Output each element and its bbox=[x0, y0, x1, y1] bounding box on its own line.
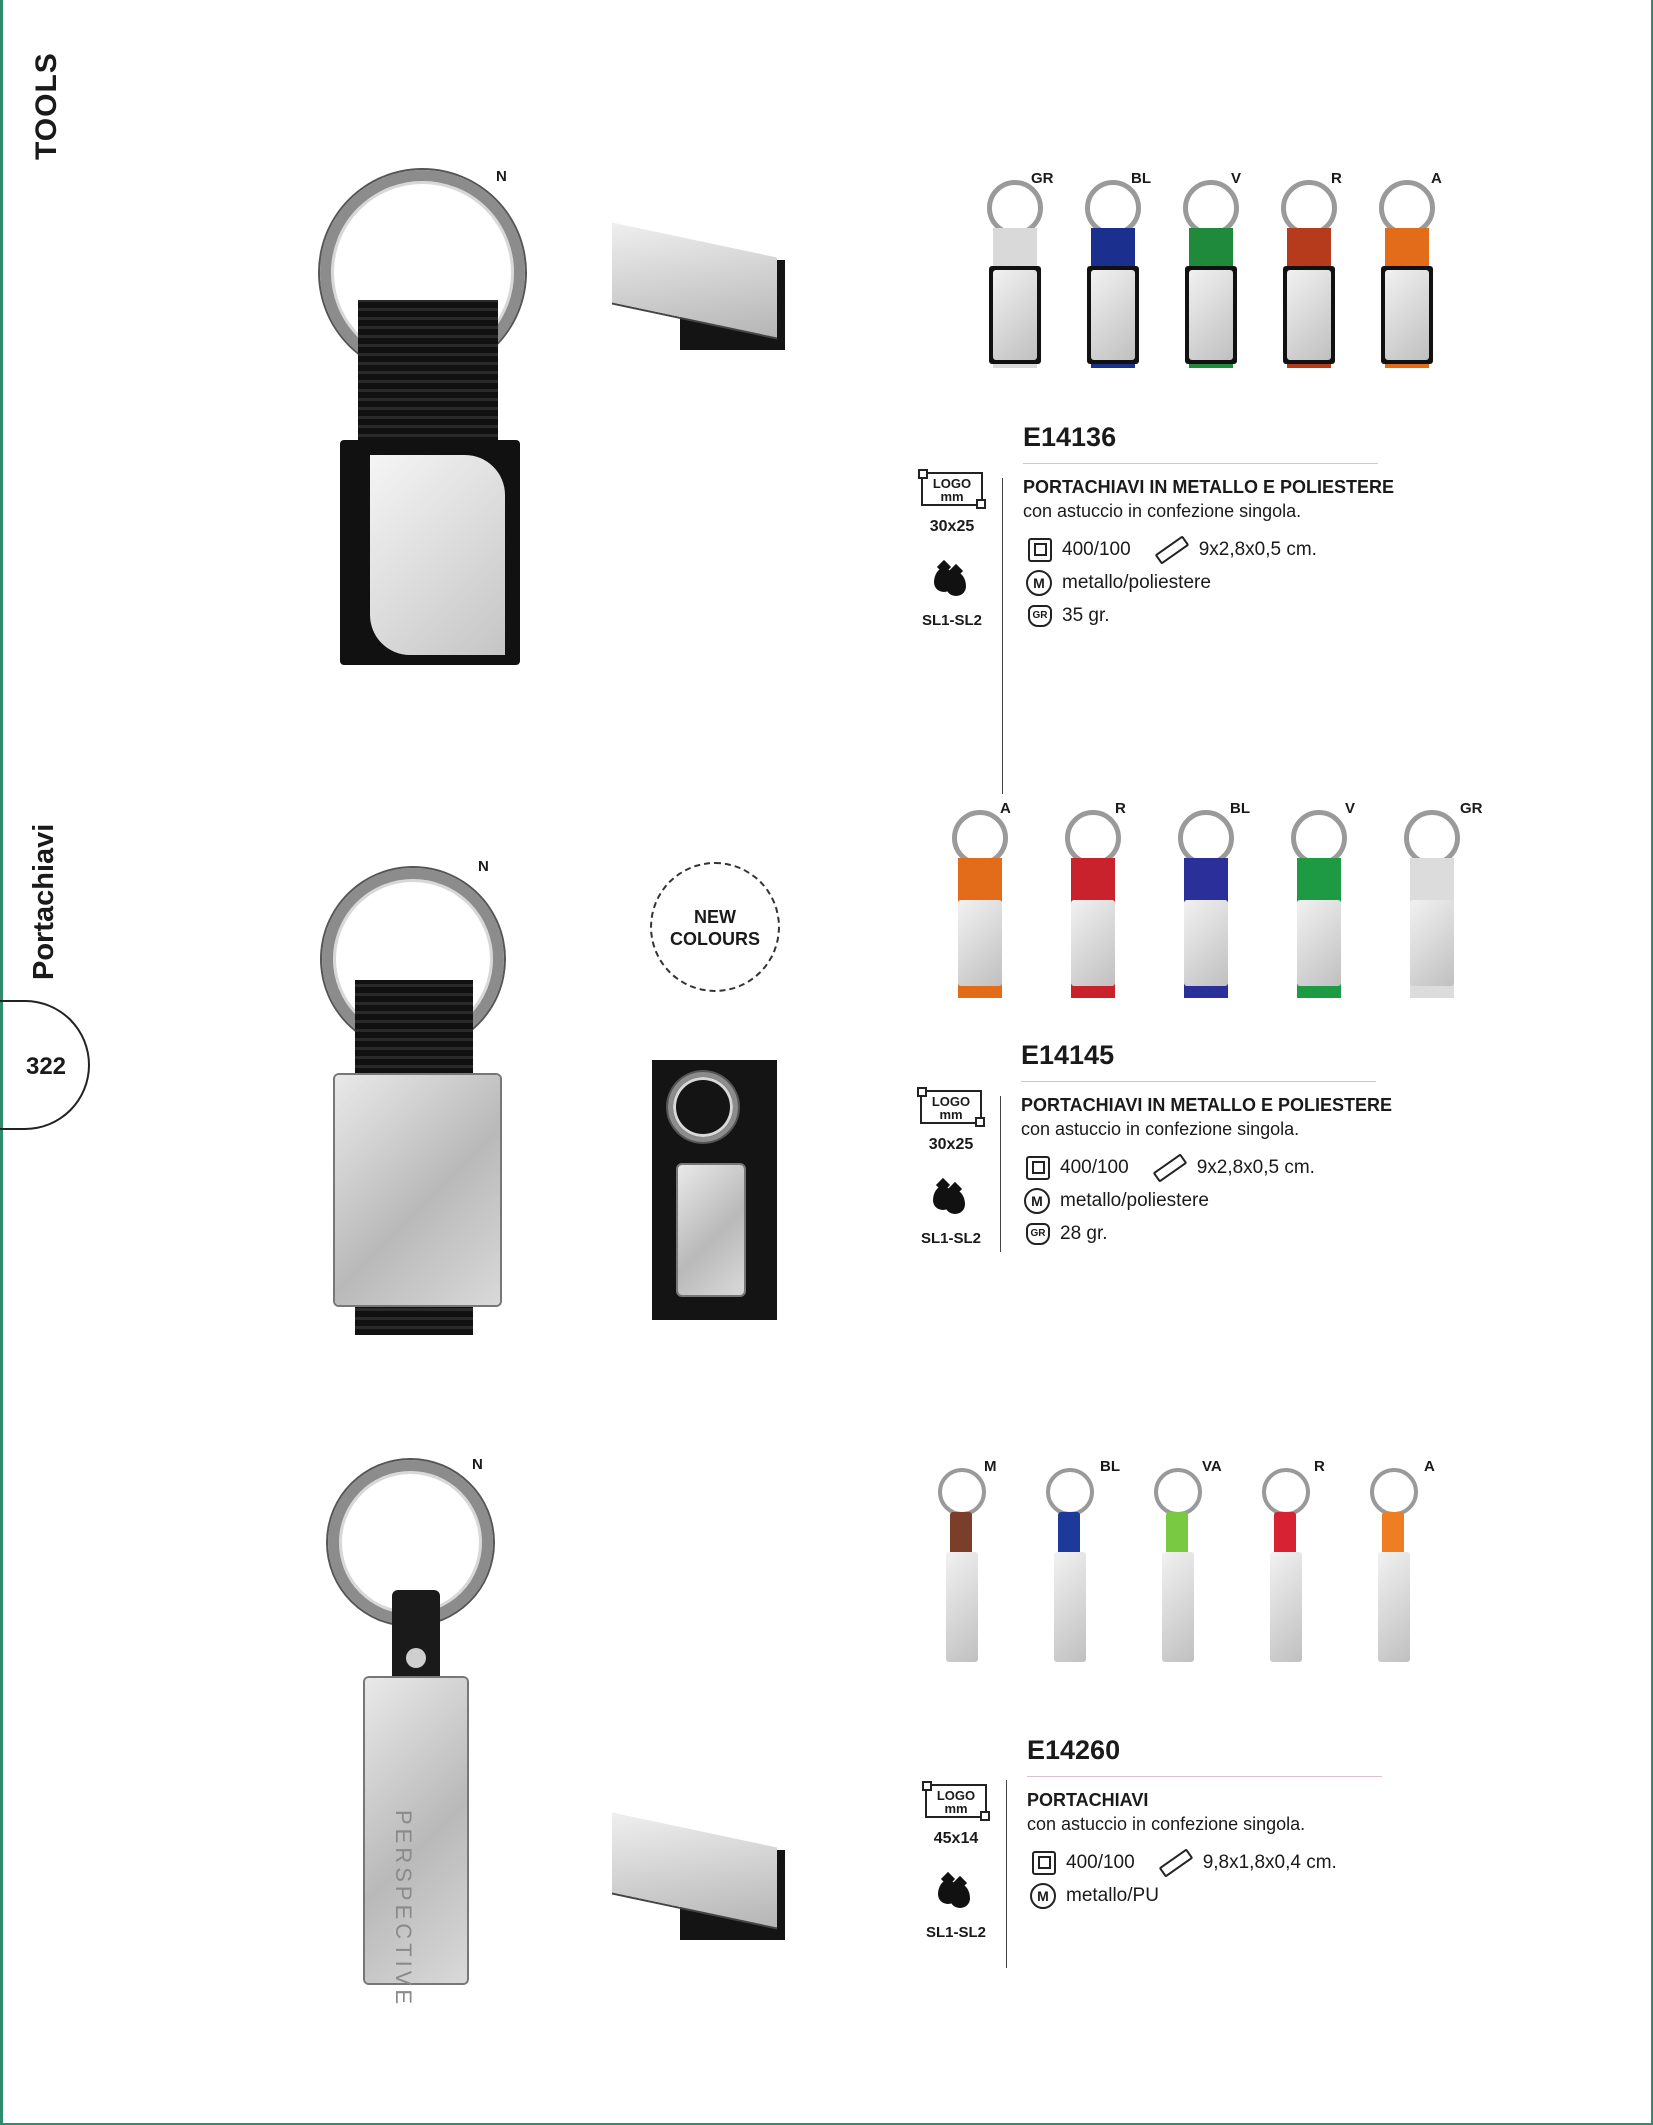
box-plate bbox=[678, 1165, 744, 1295]
logo-unit: mm bbox=[940, 489, 964, 504]
product-e14136 bbox=[0, 150, 1653, 710]
page-number: 322 bbox=[25, 1053, 67, 1080]
variant-code: VA bbox=[1202, 1458, 1222, 1475]
variant-va bbox=[1136, 1458, 1226, 1668]
product-e14145 bbox=[0, 790, 1653, 1350]
product-subtitle: con astuccio in confezione singola. bbox=[1027, 1814, 1306, 1834]
size-value: 9x2,8x0,5 cm. bbox=[1198, 539, 1317, 560]
metal-plate bbox=[365, 1678, 467, 1983]
box-icon bbox=[1032, 1851, 1056, 1875]
spec-divider bbox=[1006, 1780, 1007, 1968]
metal-plate bbox=[335, 1075, 500, 1305]
material-icon: M bbox=[1026, 570, 1052, 596]
ruler-icon bbox=[1158, 1848, 1193, 1877]
variant-v bbox=[1269, 800, 1359, 1010]
plate bbox=[1410, 900, 1454, 986]
weight-icon: GR bbox=[1026, 1223, 1050, 1245]
photo-color-code: N bbox=[478, 858, 489, 875]
packaging-spec bbox=[1032, 1851, 1337, 1875]
ring bbox=[1370, 1468, 1418, 1516]
variant-r bbox=[1043, 800, 1133, 1010]
variant-m bbox=[920, 1458, 1010, 1668]
logo-label: LOGO bbox=[932, 476, 972, 491]
product-title: PORTACHIAVI bbox=[1027, 1790, 1149, 1810]
variant-code: A bbox=[1000, 800, 1011, 817]
logo-dimensions: 30x25 bbox=[928, 1136, 974, 1153]
weight-value: 28 gr. bbox=[1060, 1223, 1108, 1244]
print-method: SL1-SL2 bbox=[920, 1230, 981, 1247]
product-e14260 bbox=[0, 1450, 1653, 2020]
weight-value: 35 gr. bbox=[1062, 605, 1110, 626]
photo-color-code: N bbox=[496, 168, 507, 185]
material-spec bbox=[1026, 570, 1211, 596]
packaging-value: 400/100 bbox=[1060, 1157, 1129, 1178]
weight-icon: GR bbox=[1028, 605, 1052, 627]
size-value: 9x2,8x0,5 cm. bbox=[1196, 1157, 1315, 1178]
logo-area-icon bbox=[920, 1090, 982, 1124]
drop bbox=[946, 572, 966, 596]
variant-v bbox=[1161, 170, 1251, 380]
variant-code: M bbox=[984, 1458, 997, 1475]
category-label: Portachiavi bbox=[28, 823, 60, 980]
plate bbox=[1189, 270, 1233, 360]
logo-label: LOGO bbox=[931, 1094, 971, 1109]
plate bbox=[1287, 270, 1331, 360]
ink-drops-icon bbox=[938, 1872, 978, 1906]
box-icon bbox=[1026, 1156, 1050, 1180]
plate bbox=[1162, 1552, 1194, 1662]
print-method: SL1-SL2 bbox=[925, 1924, 986, 1941]
variant-bl bbox=[1156, 800, 1250, 1010]
product-code: E14260 bbox=[1027, 1735, 1121, 1765]
product-code: E14136 bbox=[1023, 422, 1117, 452]
logo-label: LOGO bbox=[936, 1788, 976, 1803]
plate bbox=[946, 1552, 978, 1662]
plate bbox=[1091, 270, 1135, 360]
plate bbox=[1054, 1552, 1086, 1662]
variant-a bbox=[1357, 170, 1447, 380]
material-value: metallo/poliestere bbox=[1062, 572, 1211, 593]
spec-divider bbox=[1002, 478, 1003, 794]
engraving-text: PERSPECTIVE bbox=[391, 1810, 416, 2009]
rivet bbox=[406, 1648, 426, 1668]
variant-code: V bbox=[1231, 170, 1242, 187]
variant-code: A bbox=[1424, 1458, 1435, 1475]
ring bbox=[938, 1468, 986, 1516]
plate bbox=[1071, 900, 1115, 986]
logo-dimensions: 30x25 bbox=[929, 518, 975, 535]
drop bbox=[945, 1190, 965, 1214]
badge-line: COLOURS bbox=[670, 929, 760, 949]
box-icon bbox=[1028, 538, 1052, 562]
plate bbox=[1378, 1552, 1410, 1662]
ring bbox=[1262, 1468, 1310, 1516]
packaging-spec bbox=[1028, 538, 1317, 562]
ink-drops-icon bbox=[933, 1178, 973, 1212]
variant-bl bbox=[1063, 170, 1153, 380]
variant-bl bbox=[1028, 1458, 1120, 1668]
photo-color-code: N bbox=[472, 1456, 483, 1473]
variant-code: A bbox=[1431, 170, 1442, 187]
title-rule bbox=[1021, 1081, 1376, 1082]
product-subtitle: con astuccio in confezione singola. bbox=[1023, 501, 1302, 521]
variant-code: V bbox=[1345, 800, 1356, 817]
ruler-icon bbox=[1152, 1153, 1187, 1182]
variant-code: R bbox=[1314, 1458, 1325, 1475]
ink-drops-icon bbox=[934, 560, 974, 594]
variant-code: BL bbox=[1230, 800, 1250, 817]
material-icon: M bbox=[1030, 1883, 1056, 1909]
material-spec bbox=[1024, 1188, 1209, 1214]
variant-code: R bbox=[1115, 800, 1126, 817]
variant-code: BL bbox=[1100, 1458, 1120, 1475]
packaging-value: 400/100 bbox=[1062, 539, 1131, 560]
plate bbox=[1385, 270, 1429, 360]
material-icon: M bbox=[1024, 1188, 1050, 1214]
product-code: E14145 bbox=[1021, 1040, 1115, 1070]
ring bbox=[1154, 1468, 1202, 1516]
product-subtitle: con astuccio in confezione singola. bbox=[1021, 1119, 1300, 1139]
variant-r bbox=[1244, 1458, 1334, 1668]
weight-spec bbox=[1026, 1223, 1108, 1245]
variant-r bbox=[1259, 170, 1349, 380]
box-keyring bbox=[668, 1072, 738, 1142]
packaging-value: 400/100 bbox=[1066, 1852, 1135, 1873]
variant-code: BL bbox=[1131, 170, 1151, 187]
logo-unit: mm bbox=[944, 1801, 968, 1816]
title-rule bbox=[1023, 463, 1378, 464]
ruler-icon bbox=[1154, 535, 1189, 564]
weight-spec bbox=[1028, 605, 1110, 627]
variant-code: GR bbox=[1460, 800, 1483, 817]
logo-area-icon bbox=[921, 472, 983, 506]
plate bbox=[1297, 900, 1341, 986]
variant-code: GR bbox=[1031, 170, 1054, 187]
logo-dimensions: 45x14 bbox=[933, 1830, 979, 1847]
variant-gr bbox=[965, 170, 1055, 380]
logo-unit: mm bbox=[939, 1107, 963, 1122]
plate bbox=[1184, 900, 1228, 986]
packaging-spec bbox=[1026, 1156, 1315, 1180]
plate bbox=[1270, 1552, 1302, 1662]
print-method: SL1-SL2 bbox=[921, 612, 982, 629]
variant-a bbox=[1352, 1458, 1442, 1668]
badge-line: NEW bbox=[694, 907, 736, 927]
section-label: TOOLS bbox=[30, 52, 63, 160]
variant-code: R bbox=[1331, 170, 1342, 187]
variant-gr bbox=[1382, 800, 1483, 1010]
material-value: metallo/PU bbox=[1066, 1885, 1159, 1906]
product-title: PORTACHIAVI IN METALLO E POLIESTERE bbox=[1021, 1095, 1393, 1115]
plate bbox=[958, 900, 1002, 986]
ring bbox=[1046, 1468, 1094, 1516]
plate-shine bbox=[370, 455, 505, 655]
plate bbox=[993, 270, 1037, 360]
product-title: PORTACHIAVI IN METALLO E POLIESTERE bbox=[1023, 477, 1395, 497]
material-value: metallo/poliestere bbox=[1060, 1190, 1209, 1211]
logo-area-icon bbox=[925, 1784, 987, 1818]
drop bbox=[950, 1884, 970, 1908]
spec-divider bbox=[1000, 1096, 1001, 1252]
material-spec bbox=[1030, 1883, 1159, 1909]
title-rule bbox=[1027, 1776, 1382, 1777]
size-value: 9,8x1,8x0,4 cm. bbox=[1202, 1852, 1337, 1873]
new-colours-badge bbox=[650, 862, 780, 992]
variant-a bbox=[930, 800, 1020, 1010]
